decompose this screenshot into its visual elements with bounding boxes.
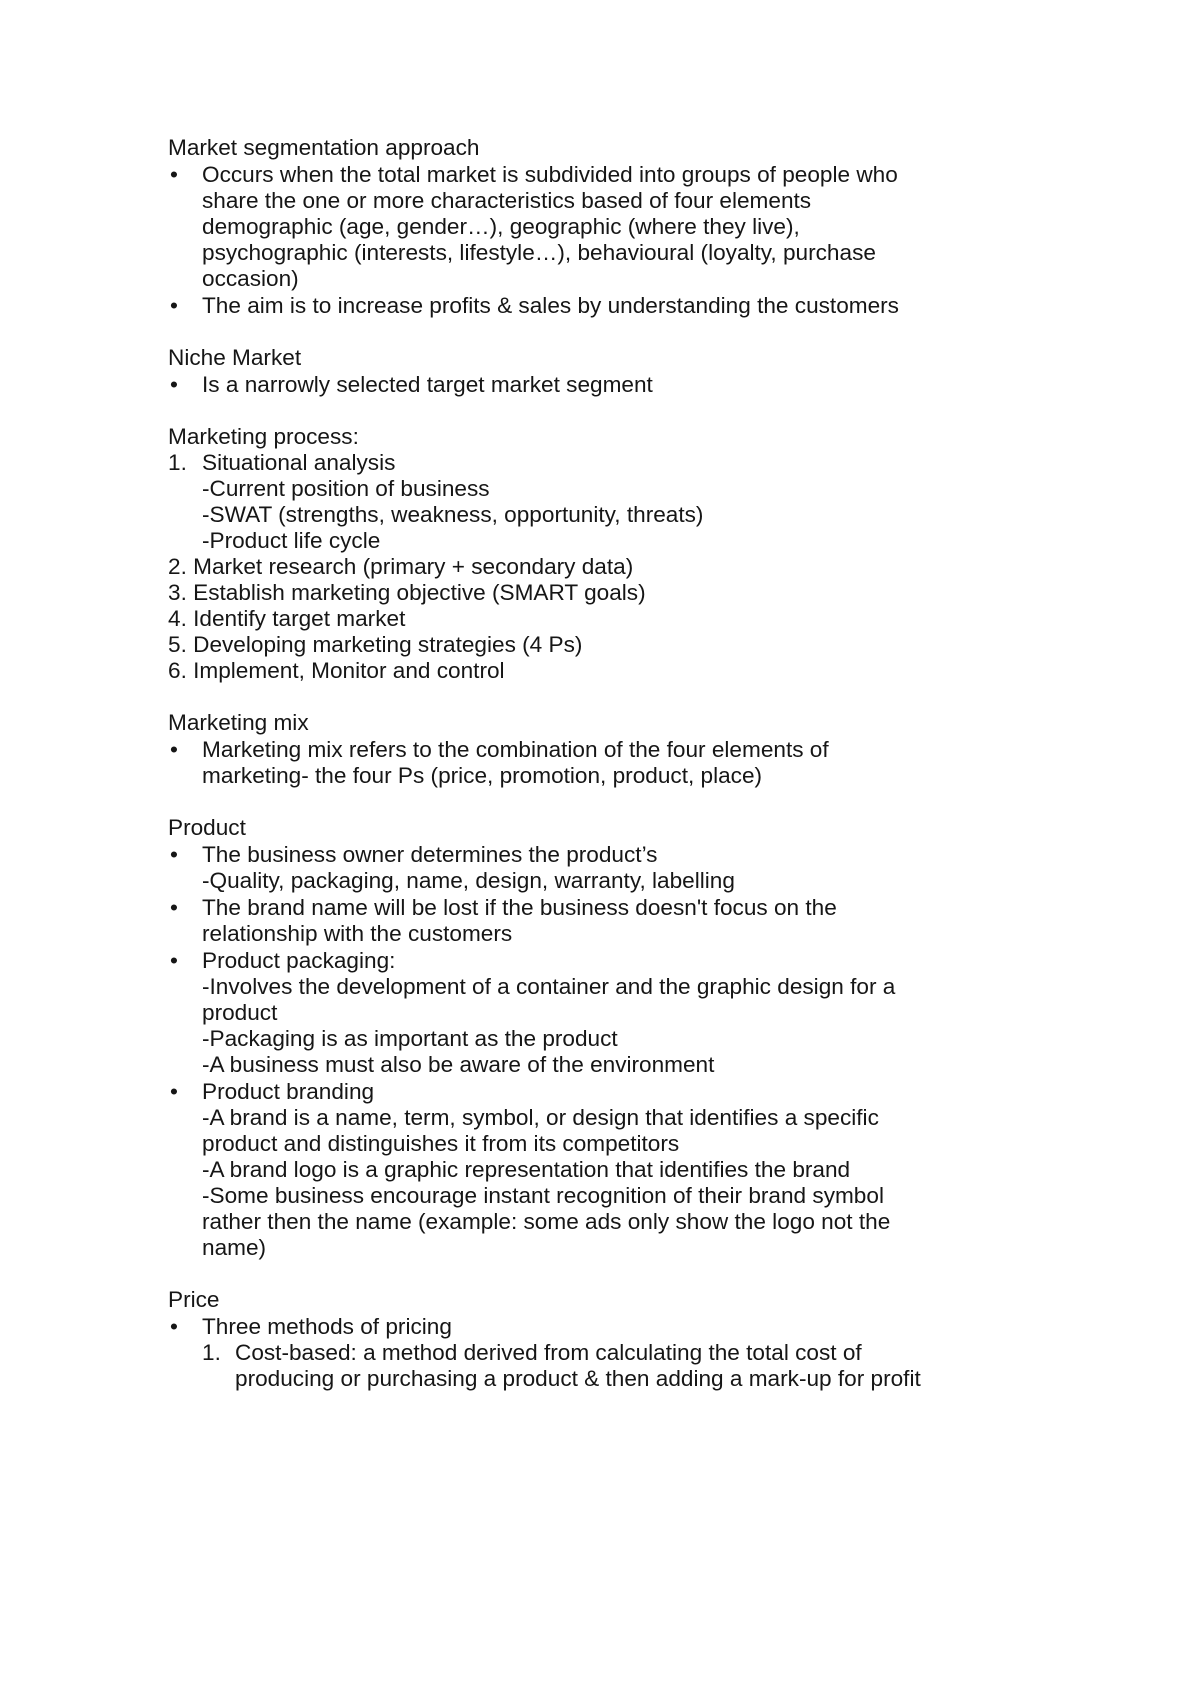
step-number: 4.	[168, 606, 187, 631]
section-heading: Product	[168, 815, 246, 840]
bullet-text-line: -A brand logo is a graphic representation that identifies the brand	[202, 1157, 851, 1182]
numbered-step	[168, 658, 921, 684]
section-product	[168, 815, 921, 1261]
bullet-text-line: -Involves the development of a container and the graphic design for a	[202, 974, 896, 999]
bullet-text-line: product and distinguishes it from its competitors	[202, 1131, 680, 1156]
step-text-line: -Product life cycle	[202, 528, 381, 553]
bullet-text-line: occasion)	[202, 266, 299, 291]
bullet-text-line: -Some business encourage instant recognition of their brand symbol	[202, 1183, 884, 1208]
bullet-text-line: Occurs when the total market is subdivided into groups of people who	[202, 162, 898, 187]
numbered-step	[168, 554, 921, 580]
section-price	[168, 1287, 921, 1392]
bullet-text-line: -A brand is a name, term, symbol, or design that identifies a specific	[202, 1105, 879, 1130]
bullet-text-line: The business owner determines the product’s	[202, 842, 658, 867]
section-niche-market	[168, 345, 921, 398]
bullet-marker: •	[170, 293, 178, 318]
section-heading: Price	[168, 1287, 220, 1312]
bullet-item	[168, 737, 921, 789]
subitem-text-line: Cost-based: a method derived from calculating the total cost of	[235, 1340, 862, 1365]
step-text: Identify target market	[193, 606, 406, 631]
step-text-line: Situational analysis	[202, 450, 396, 475]
bullet-item	[168, 842, 921, 894]
bullet-item	[168, 293, 921, 319]
section-marketing-mix	[168, 710, 921, 789]
bullet-text-line: Marketing mix refers to the combination of the four elements of	[202, 737, 829, 762]
step-number: 2.	[168, 554, 187, 579]
section-heading: Market segmentation approach	[168, 135, 480, 160]
step-text: Developing marketing strategies (4 Ps)	[193, 632, 583, 657]
bullet-text-line: Is a narrowly selected target market segment	[202, 372, 653, 397]
bullet-text-line: share the one or more characteristics based of four elements	[202, 188, 812, 213]
numbered-step	[168, 632, 921, 658]
section-heading: Marketing mix	[168, 710, 309, 735]
bullet-marker: •	[170, 162, 178, 187]
bullet-marker: •	[170, 1314, 178, 1339]
step-text: Market research (primary + secondary data)	[193, 554, 634, 579]
step-number: 1.	[168, 450, 187, 475]
section-marketing-process	[168, 424, 921, 684]
bullet-text-line: psychographic (interests, lifestyle…), behavioural (loyalty, purchase	[202, 240, 876, 265]
step-number: 5.	[168, 632, 187, 657]
bullet-text-line: demographic (age, gender…), geographic (where they live),	[202, 214, 800, 239]
bullet-marker: •	[170, 895, 178, 920]
bullet-marker: •	[170, 1079, 178, 1104]
section-market-segmentation	[168, 135, 921, 319]
subitem-text-line: producing or purchasing a product & then adding a mark-up for profit	[235, 1366, 921, 1391]
bullet-item	[168, 162, 921, 292]
bullet-text-line: The brand name will be lost if the business doesn't focus on the	[202, 895, 837, 920]
bullet-text-line: -Packaging is as important as the product	[202, 1026, 618, 1051]
bullet-item	[168, 948, 921, 1078]
section-heading: Marketing process:	[168, 424, 359, 449]
numbered-step	[168, 580, 921, 606]
numbered-subitem	[202, 1340, 921, 1392]
numbered-step	[168, 450, 921, 554]
bullet-text-line: The aim is to increase profits & sales by understanding the customers	[202, 293, 899, 318]
bullet-item	[168, 372, 921, 398]
bullet-text-line: Product packaging:	[202, 948, 396, 973]
bullet-marker: •	[170, 737, 178, 762]
bullet-text-line: Three methods of pricing	[202, 1314, 452, 1339]
step-text: Establish marketing objective (SMART goals)	[193, 580, 646, 605]
bullet-marker: •	[170, 948, 178, 973]
bullet-item	[168, 1079, 921, 1261]
document-body	[168, 135, 921, 1392]
bullet-marker: •	[170, 842, 178, 867]
step-text: Implement, Monitor and control	[193, 658, 505, 683]
step-number: 6.	[168, 658, 187, 683]
bullet-text-line: relationship with the customers	[202, 921, 513, 946]
bullet-text-line: name)	[202, 1235, 267, 1260]
bullet-text-line: -Quality, packaging, name, design, warranty, labelling	[202, 868, 735, 893]
bullet-text-line: product	[202, 1000, 278, 1025]
step-text-line: -Current position of business	[202, 476, 490, 501]
subitem-number: 1.	[202, 1340, 221, 1365]
bullet-text-line: -A business must also be aware of the environment	[202, 1052, 715, 1077]
step-text-line: -SWAT (strengths, weakness, opportunity, threats)	[202, 502, 704, 527]
bullet-text-line: marketing- the four Ps (price, promotion, product, place)	[202, 763, 763, 788]
bullet-item	[168, 895, 921, 947]
step-number: 3.	[168, 580, 187, 605]
bullet-text-line: rather then the name (example: some ads only show the logo not the	[202, 1209, 891, 1234]
section-heading: Niche Market	[168, 345, 302, 370]
bullet-marker: •	[170, 372, 178, 397]
bullet-text-line: Product branding	[202, 1079, 375, 1104]
bullet-item	[168, 1314, 921, 1392]
numbered-step	[168, 606, 921, 632]
